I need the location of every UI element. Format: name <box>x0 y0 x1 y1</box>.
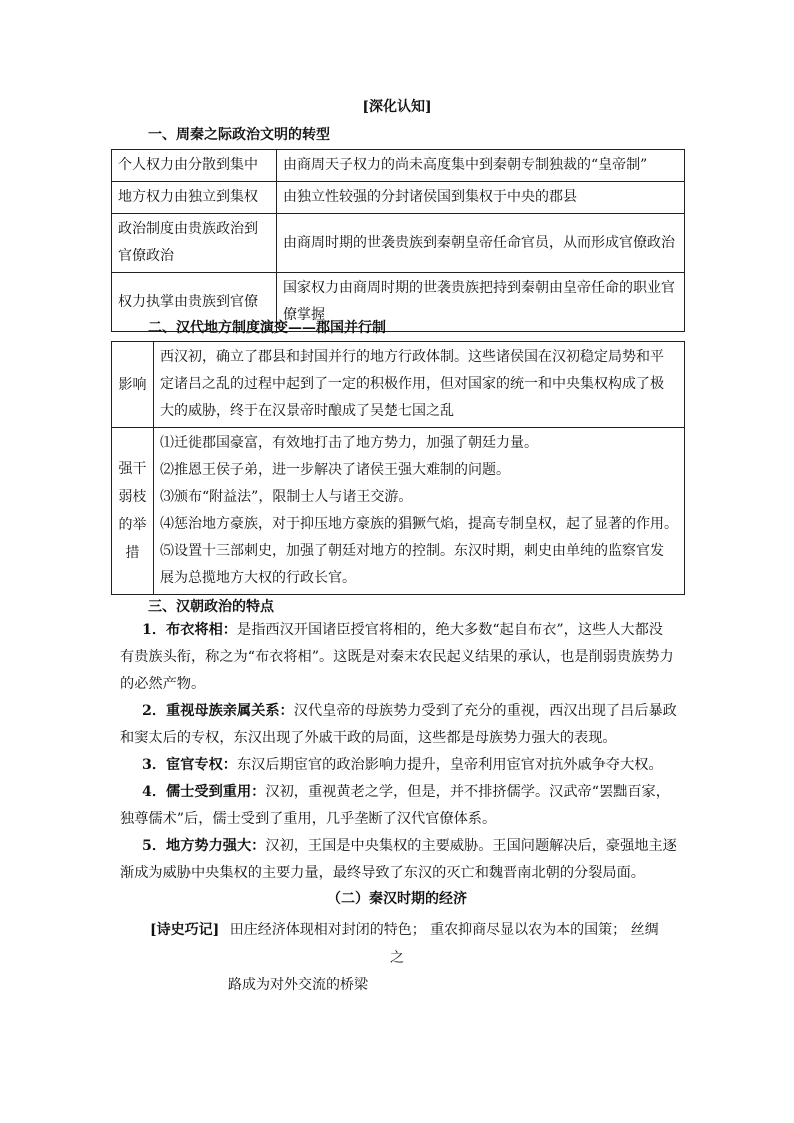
value-line: 西汉初，确立了郡县和封国并行的地方行政体制。这些诸侯国在汉初稳定局势和平 <box>160 349 664 365</box>
key-line: 的举 <box>118 517 147 533</box>
value-line: 展为总揽地方大权的行政长官。 <box>160 570 356 586</box>
value-line: ⑸设置十三部刺史，加强了朝廷对地方的控制。东汉时期，刺史由单纯的监察官发 <box>160 543 664 559</box>
item-text: 和窦太后的专权，东汉出现了外戚干政的局面，这些都是母族势力强大的表现。 <box>120 730 617 746</box>
feature-list <box>120 617 680 887</box>
table-row <box>112 214 685 273</box>
list-item <box>120 698 680 752</box>
list-item <box>120 833 680 887</box>
item-label: 2．重视母族亲属关系： <box>142 703 294 719</box>
item-text: 是指西汉开国诸臣授官将相的，绝大多数“起自布衣”，这些人大都没 <box>237 622 663 638</box>
section-1-table <box>111 149 685 332</box>
item-text: 东汉后期宦官的政治影响力提升，皇帝利用宦官对抗外戚争夺大权。 <box>237 757 663 773</box>
item-label: 1．布衣将相： <box>142 622 237 638</box>
table-value-cell: 由商周天子权力的尚未高度集中到秦朝专制独裁的“皇帝制” <box>277 150 685 182</box>
poem-line-2: 之 <box>390 950 404 966</box>
table-key-cell <box>112 214 277 273</box>
value-line: ⑷惩治地方豪族，对于抑压地方豪族的猖獗气焰，提高专制皇权，起了显著的作用。 <box>160 516 678 532</box>
table-row <box>112 342 685 428</box>
page-title: [深化认知] <box>362 99 432 115</box>
key-line: 措 <box>125 545 140 561</box>
value-line: 僚掌握 <box>283 307 325 323</box>
item-text: 汉初，王国是中央集权的主要威胁。王国问题解决后，豪强地主逐 <box>265 838 677 854</box>
key-line: 弱枝 <box>118 489 147 505</box>
item-label: 3．宦官专权： <box>142 757 237 773</box>
table-key-cell: 地方权力由独立到集权 <box>112 182 277 214</box>
value-line: ⑴迁徙郡国豪富，有效地打击了地方势力，加强了朝廷力量。 <box>160 435 538 451</box>
poem-line-1 <box>150 919 659 939</box>
list-item <box>120 752 680 779</box>
table-value-cell: 由商周时期的世袭贵族到秦朝皇帝任命官员，从而形成官僚政治 <box>277 214 685 273</box>
key-line: 强干 <box>118 461 147 477</box>
table-row <box>112 150 685 182</box>
key-line: 官僚政治 <box>118 248 174 264</box>
poem-line-3: 路成为对外交流的桥梁 <box>228 977 368 993</box>
item-label: 5．地方势力强大： <box>142 838 266 854</box>
table-row <box>112 428 685 595</box>
section-3-heading: 三、汉朝政治的特点 <box>148 599 274 615</box>
item-text: 有贵族头衔，称之为“布衣将相”。这既是对秦末农民起义结果的承认，也是削弱贵族势力 <box>120 649 674 665</box>
item-text: 独尊儒术”后，儒士受到了重用，几乎垄断了汉代官僚体系。 <box>120 811 497 827</box>
section-2-table <box>111 341 685 595</box>
list-item <box>120 779 680 833</box>
item-label: 4．儒士受到重用： <box>142 784 266 800</box>
item-text: 汉初，重视黄老之学，但是，并不排挤儒学。汉武帝“罢黜百家， <box>265 784 670 800</box>
item-text: 汉代皇帝的母族势力受到了充分的重视，西汉出现了吕后暴政 <box>293 703 677 719</box>
table-row <box>112 182 685 214</box>
table-key-cell: 影响 <box>112 342 154 428</box>
item-text: 渐成为威胁中央集权的主要力量，最终导致了东汉的灭亡和魏晋南北朝的分裂局面。 <box>120 865 645 881</box>
section-1-heading: 一、周秦之际政治文明的转型 <box>148 127 330 143</box>
subsection-heading: （二）秦汉时期的经济 <box>327 891 467 907</box>
key-line: 政治制度由贵族政治到 <box>118 221 258 237</box>
poem-text: 田庄经济体现相对封闭的特色； 重农抑商尽显以农为本的国策； 丝绸 <box>229 922 659 938</box>
poem-label: [诗史巧记] <box>150 922 220 938</box>
section-2-heading: 二、汉代地方制度演变——郡国并行制 <box>148 320 386 336</box>
table-value-cell <box>154 428 685 595</box>
table-value-cell <box>154 342 685 428</box>
list-item <box>120 617 680 698</box>
value-line: 大的威胁，终于在汉景帝时酿成了吴楚七国之乱 <box>160 403 454 419</box>
value-line: ⑵推恩王侯子弟，进一步解决了诸侯王强大难制的问题。 <box>160 462 510 478</box>
table-value-cell: 由独立性较强的分封诸侯国到集权于中央的郡县 <box>277 182 685 214</box>
value-line: 国家权力由商周时期的世袭贵族把持到秦朝由皇帝任命的职业官 <box>283 280 675 296</box>
table-key-cell: 个人权力由分散到集中 <box>112 150 277 182</box>
table-key-cell: 权力执掌由贵族到官僚 <box>112 273 277 332</box>
value-line: ⑶颁布“附益法”，限制士人与诸王交游。 <box>160 489 413 505</box>
item-text: 的必然产物。 <box>120 676 206 692</box>
value-line: 定诸吕之乱的过程中起到了一定的积极作用，但对国家的统一和中央集权构成了极 <box>160 376 664 392</box>
table-key-cell <box>112 428 154 595</box>
